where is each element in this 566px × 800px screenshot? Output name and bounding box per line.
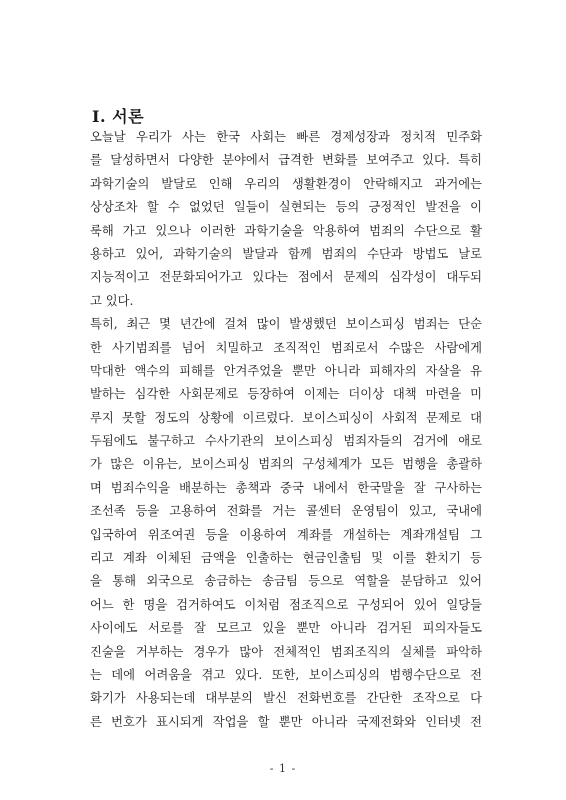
text-line: 진술을 거부하는 경우가 많아 전체적인 범죄조직의 실체를 파악하: [90, 644, 482, 659]
text-line: 른 번호가 표시되게 작업을 할 뿐만 아니라 국제전화와 인터넷 전: [90, 714, 482, 729]
page-number: - 1 -: [269, 762, 297, 775]
text-line: 지능적이고 전문화되어가고 있다는 점에서 문제의 심각성이 대두되: [90, 270, 482, 285]
text-line: 두됨에도 불구하고 수사기관의 보이스피싱 범죄자들의 검거에 애로: [90, 434, 482, 449]
text-line: 고 있다.: [90, 293, 134, 308]
text-line: 가 많은 이유는, 보이스피싱 범죄의 구성체계가 모든 범행을 총괄하: [90, 457, 482, 472]
paragraph-1: [90, 126, 482, 313]
text-line: 며 범죄수익을 배분하는 총책과 중국 내에서 한국말을 잘 구사하는: [90, 480, 482, 495]
section-heading: Ⅰ. 서론: [92, 107, 145, 126]
text-line: 과학기술의 발달로 인해 우리의 생활환경이 안락해지고 과거에는: [90, 176, 482, 191]
text-line: 룩해 가고 있으나 이러한 과학기술을 악용하여 범죄의 수단으로 활: [90, 223, 482, 238]
text-line: 루지 못할 정도의 상황에 이르렀다. 보이스피싱이 사회적 문제로 대: [90, 410, 482, 425]
text-line: 입국하여 위조여권 등을 이용하여 계좌를 개설하는 계좌개설팀 그: [90, 527, 482, 542]
paragraph-2: [90, 313, 482, 734]
text-line: 한 사기범죄를 넘어 치밀하고 조직적인 범죄로서 수많은 사람에게: [90, 340, 482, 355]
text-line: 발하는 심각한 사회문제로 등장하여 이제는 더이상 대책 마련을 미: [90, 387, 482, 402]
text-line: 막대한 액수의 피해를 안겨주었을 뿐만 아니라 피해자의 자살을 유: [90, 363, 482, 378]
text-line: 조선족 등을 고용하여 전화를 거는 콜센터 운영팀이 있고, 국내에: [90, 504, 482, 519]
text-line: 특히, 최근 몇 년간에 걸쳐 많이 발생했던 보이스피싱 범죄는 단순: [90, 317, 482, 332]
text-line: 상상조차 할 수 없었던 일들이 실현되는 등의 긍정적인 발전을 이: [90, 200, 482, 215]
text-line: 오늘날 우리가 사는 한국 사회는 빠른 경제성장과 정치적 민주화: [90, 130, 482, 144]
text-line: 는 데에 어려움을 겪고 있다. 또한, 보이스피싱의 범행수단으로 전: [90, 667, 482, 682]
text-line: 리고 계좌 이체된 금액을 인출하는 현금인출팀 및 이를 환치기 등: [90, 551, 482, 566]
text-line: 어느 한 명을 검거하여도 이처럼 점조직으로 구성되어 있어 일당들: [90, 597, 482, 612]
text-line: 를 달성하면서 다양한 분야에서 급격한 변화를 보여주고 있다. 특히: [90, 153, 482, 168]
text-line: 화기가 사용되는데 대부분의 발신 전화번호를 간단한 조작으로 다: [90, 691, 482, 706]
text-line: 사이에도 서로를 잘 모르고 있을 뿐만 아니라 검거된 피의자들도: [90, 621, 482, 636]
body-text: [90, 126, 482, 734]
text-line: 용하고 있어, 과학기술의 발달과 함께 범죄의 수단과 방법도 날로: [90, 246, 482, 261]
text-line: 을 통해 외국으로 송금하는 송금팀 등으로 역할을 분담하고 있어: [90, 574, 482, 589]
